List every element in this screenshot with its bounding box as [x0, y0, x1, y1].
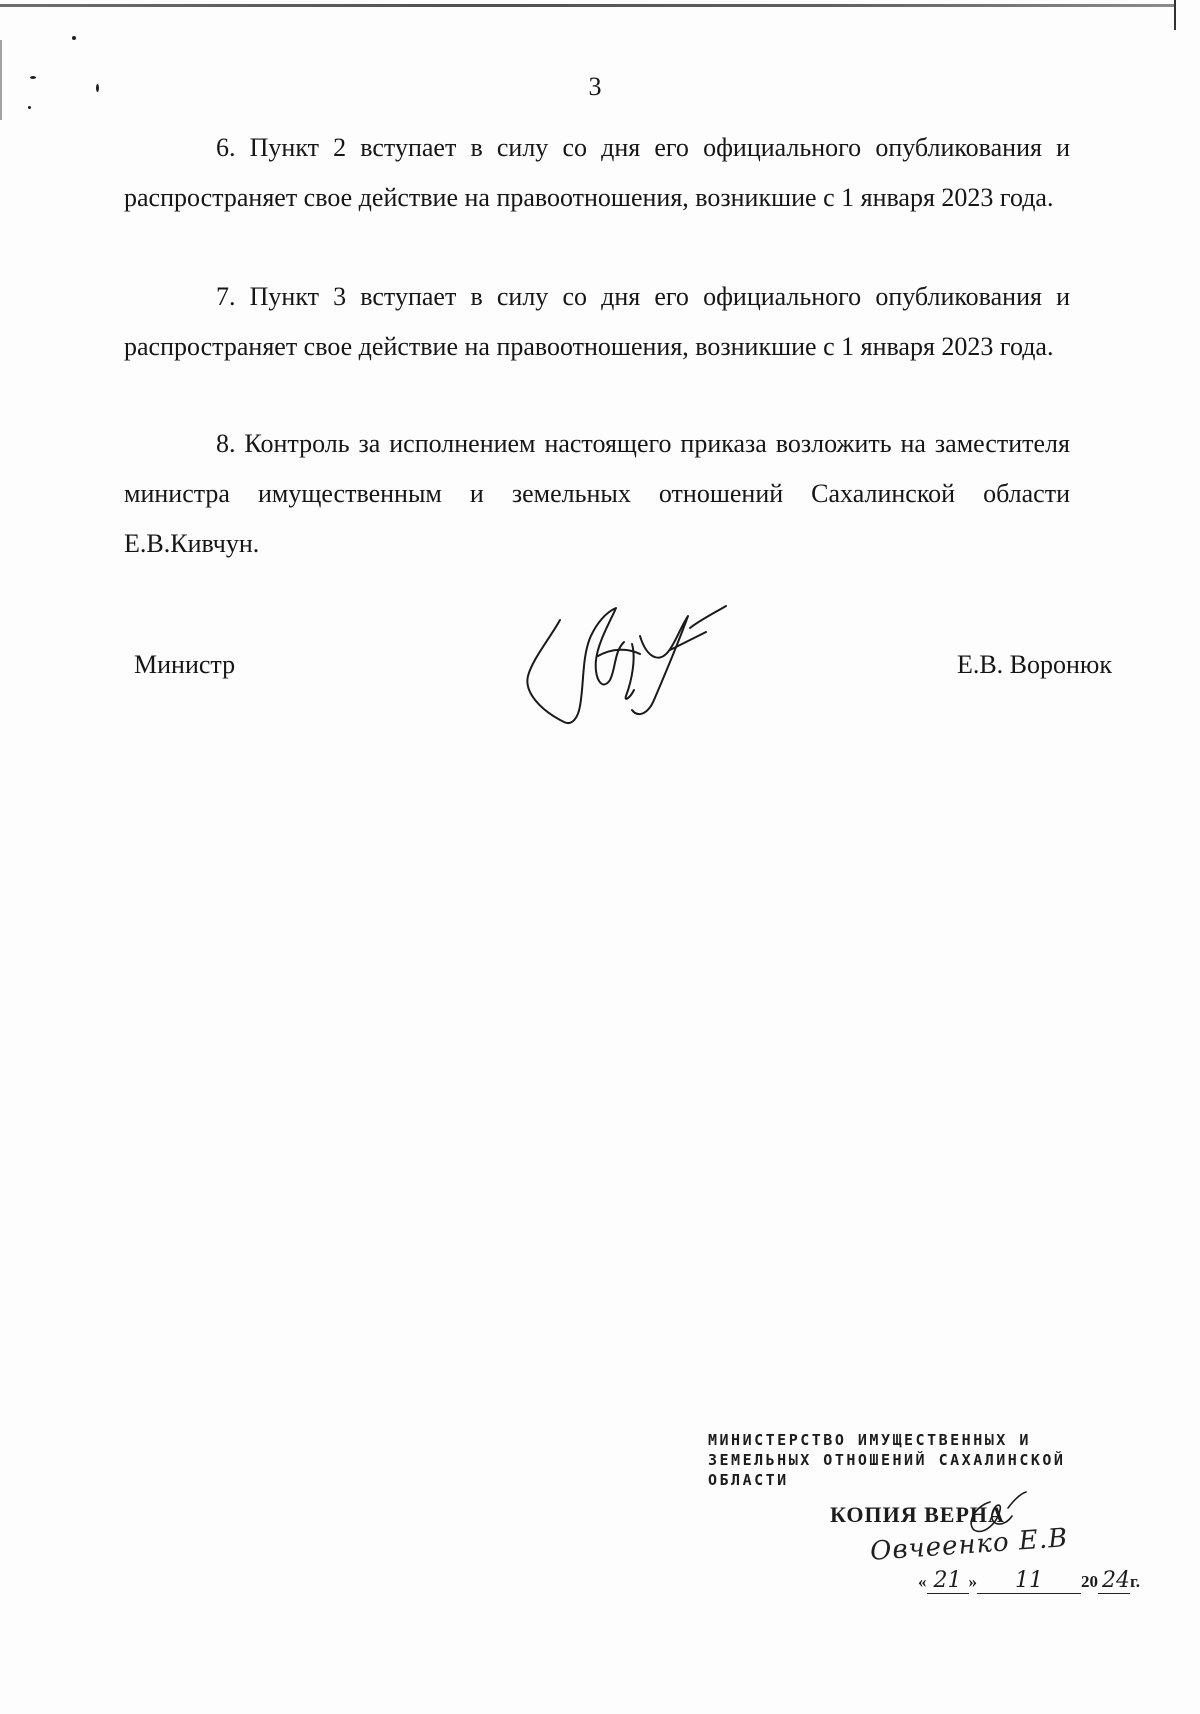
scan-edge-top	[0, 4, 1175, 7]
scan-edge-right	[1174, 0, 1176, 30]
paragraph-8	[124, 419, 1070, 569]
stamp-date-month: 11	[977, 1568, 1081, 1594]
stamp-organization: МИНИСТЕРСТВО ИМУЩЕСТВЕННЫХ И ЗЕМЕЛЬНЫХ ОТНОШЕНИЙ САХАЛИНСКОЙ ОБЛАСТИ	[708, 1431, 1066, 1489]
signatory-title: Министр	[134, 650, 236, 679]
page-number: 3	[588, 72, 602, 101]
paragraph-6-text: 6. Пункт 2 вступает в силу со дня его официального опубликования и распространяет свое действие на правоотношения, возникшие с 1 января 2023 года.	[124, 133, 1070, 212]
scan-speck	[72, 36, 76, 40]
certified-copy-stamp	[708, 1430, 1141, 1610]
paragraph-7-text: 7. Пункт 3 вступает в силу со дня его официального опубликования и распространяет свое действие на правоотношения, возникшие с 1 января 2023 года.	[124, 282, 1070, 361]
handwritten-signature	[520, 598, 740, 728]
scan-speck	[28, 106, 31, 109]
paragraph-7	[124, 272, 1070, 372]
stamp-copy-label: КОПИЯ ВЕРНА	[830, 1502, 1005, 1527]
paragraph-6	[124, 123, 1070, 223]
stamp-date-year-prefix: 20	[1081, 1572, 1098, 1591]
stamp-date-close-quote: »	[968, 1572, 977, 1591]
paragraph-8-text: 8. Контроль за исполнением настоящего приказа возложить на заместителя министра имущественным и земельных отношений Сахалинской области Е.В.Кивчун.	[124, 429, 1070, 558]
signatory-name: Е.В. Воронюк	[956, 650, 1112, 679]
stamp-date	[918, 1568, 1140, 1594]
stamp-date-suffix: г.	[1130, 1572, 1141, 1591]
stamp-date-year-suffix: 24	[1098, 1568, 1130, 1594]
stamp-date-day: 21	[927, 1568, 969, 1594]
stamp-handwritten-name: Овчеенко Е.В	[869, 1523, 1070, 1567]
stamp-date-open-quote: «	[918, 1572, 927, 1591]
